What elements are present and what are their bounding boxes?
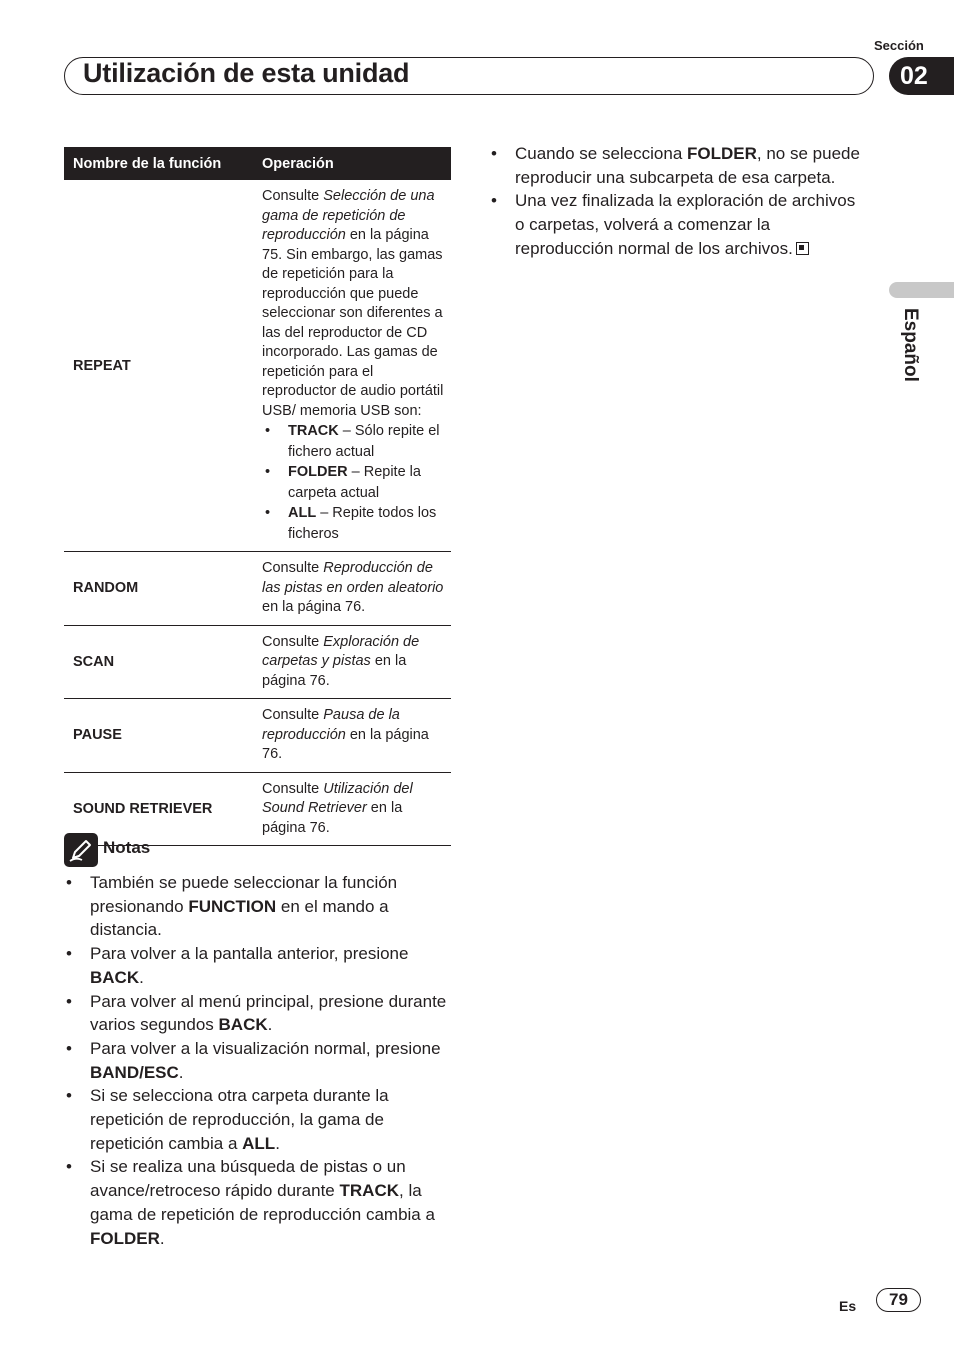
operation-text-fragment: Consulte (262, 780, 324, 797)
note-text: Para volver al menú principal, presione durante varios segundos (90, 991, 447, 1035)
operation-text-fragment: Consulte (262, 560, 324, 576)
list-item-text: Una vez finalizada la exploración de archivos o carpetas, volverá a comenzar la reproducción normal de los archivos. (515, 191, 856, 258)
end-of-section-icon (796, 242, 809, 255)
table-row (64, 699, 451, 773)
note-item (64, 1084, 456, 1155)
operation-text-fragment: Pausa de la reproducción (262, 707, 400, 743)
function-operation (253, 772, 451, 846)
note-text: FOLDER (90, 1228, 160, 1248)
note-text: Para volver a la pantalla anterior, presione (90, 944, 409, 964)
function-table (64, 147, 451, 846)
note-text: ALL (242, 1133, 276, 1153)
note-text: También se puede seleccionar la función presionando (90, 873, 398, 916)
note-text: en el mando a distancia. (90, 896, 389, 940)
list-item (262, 503, 447, 544)
note-text: Si se realiza una búsqueda de pistas o un avance/retroceso rápido durante (90, 1157, 406, 1201)
repeat-range-text: – Repite todos los ficheros (288, 505, 437, 542)
table-row (64, 552, 451, 626)
note-item (64, 942, 456, 989)
operation-text (262, 706, 447, 765)
function-name: SOUND RETRIEVER (64, 772, 253, 846)
note-text: TRACK (339, 1181, 399, 1201)
function-operation (253, 699, 451, 773)
function-operation (253, 625, 451, 699)
operation-text-fragment: Utilización del Sound Retriever (262, 780, 413, 816)
list-item-text: , no se puede reproducir una subcarpeta de esa carpeta. (515, 144, 860, 187)
note-text: BAND/ESC (90, 1062, 179, 1082)
note-item (64, 1155, 456, 1250)
operation-text-fragment: Consulte (262, 633, 324, 650)
repeat-range-key: ALL (288, 505, 317, 521)
right-column-list (489, 142, 869, 261)
operation-text-fragment: Exploración de carpetas y pistas (262, 633, 420, 669)
section-label: Sección (874, 38, 924, 53)
note-text: Si se selecciona otra carpeta durante la repetición de reproducción, la gama de repetición cambia a (90, 1086, 389, 1153)
notes-list (64, 871, 456, 1250)
table-row (64, 772, 451, 846)
repeat-range-text: – Repite la carpeta actual (288, 464, 421, 501)
operation-text (262, 559, 447, 618)
function-name: RANDOM (64, 552, 253, 626)
note-text: , la gama de repetición de reproducción cambia a (90, 1181, 435, 1224)
note-text: BACK (218, 1015, 268, 1035)
note-text: . (178, 1062, 184, 1082)
note-item (64, 990, 456, 1037)
operation-text-fragment: Reproducción de las pistas en orden aleatorio (262, 560, 444, 596)
note-item (64, 1037, 456, 1084)
language-label: Español (900, 308, 921, 382)
operation-text (262, 187, 447, 421)
list-item (262, 421, 447, 462)
table-row (64, 180, 451, 552)
repeat-range-list (262, 421, 447, 544)
note-text: BACK (90, 967, 140, 987)
repeat-range-text: – Sólo repite el fichero actual (288, 423, 440, 460)
operation-text-fragment: Consulte (262, 188, 324, 204)
footer-language-code: Es (839, 1298, 857, 1314)
operation-text-fragment: en la página 76. (262, 800, 403, 836)
repeat-range-key: FOLDER (288, 464, 348, 480)
function-name: SCAN (64, 625, 253, 699)
column-header-name: Nombre de la función (64, 147, 253, 180)
list-item (262, 462, 447, 503)
operation-text-fragment: en la página 75. Sin embargo, las gamas de repetición para la reproducción que puede seleccionar son diferentes a las del reproductor de CD incorporado. Las gamas de repetición para el reproductor de audio portátil USB/ memoria USB son: (262, 227, 444, 419)
function-name: REPEAT (64, 180, 253, 552)
operation-text-fragment: Consulte (262, 707, 324, 723)
function-name: PAUSE (64, 699, 253, 773)
function-operation (253, 552, 451, 626)
operation-text-fragment: Selección de una gama de repetición de reproducción (262, 188, 435, 243)
list-item (489, 189, 869, 260)
page-number: 79 (876, 1288, 921, 1312)
function-operation (253, 180, 451, 552)
note-text: . (159, 1228, 165, 1248)
list-item-text: Cuando se selecciona (515, 144, 688, 163)
note-text: . (275, 1133, 280, 1153)
operation-text (262, 780, 447, 839)
repeat-range-key: TRACK (288, 423, 339, 439)
note-text: FUNCTION (188, 896, 277, 916)
note-text: Para volver a la visualización normal, presione (90, 1038, 441, 1058)
table-header-row (64, 147, 451, 180)
note-item (64, 871, 456, 942)
operation-text (262, 633, 447, 692)
page-title: Utilización de esta unidad (83, 58, 410, 88)
note-text: . (139, 967, 144, 987)
language-tab (889, 282, 954, 298)
operation-text-fragment: en la página 76. (262, 726, 429, 762)
note-text: . (267, 1015, 273, 1035)
column-header-operation: Operación (253, 147, 451, 180)
section-number-tab: 02 (889, 57, 954, 95)
notes-title: Notas (103, 838, 151, 857)
list-item (489, 142, 869, 189)
operation-text-fragment: en la página 76. (262, 599, 366, 615)
operation-text-fragment: en la página 76. (262, 653, 407, 689)
table-row (64, 625, 451, 699)
list-item-text: FOLDER (687, 144, 757, 163)
notes-icon (64, 833, 98, 867)
